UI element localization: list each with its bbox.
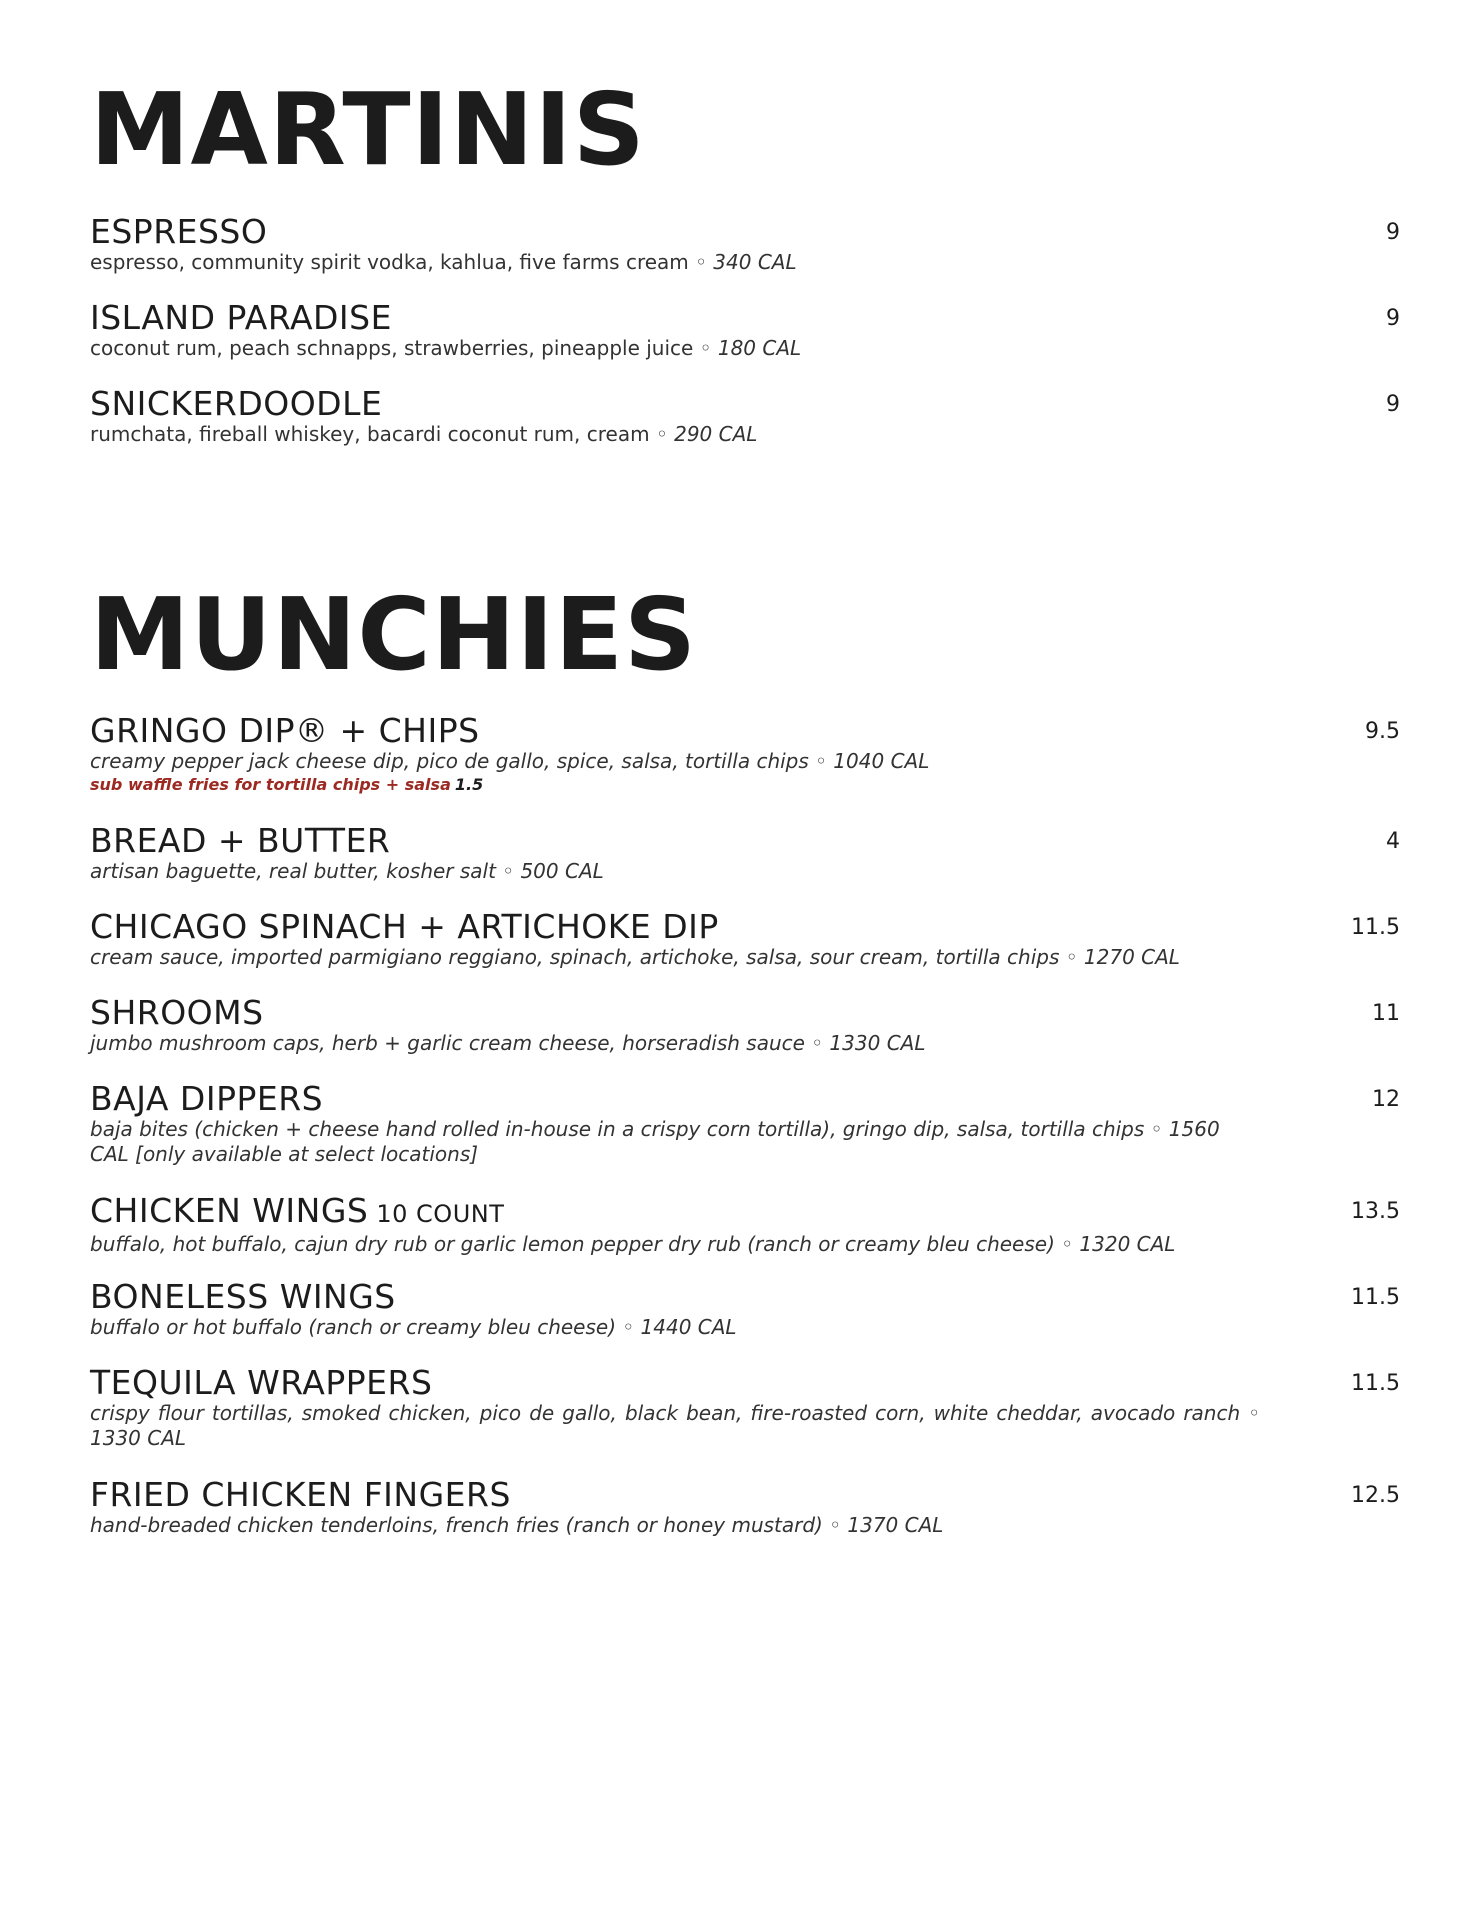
item-name: TEQUILA WRAPPERS — [90, 1363, 433, 1402]
item-name: FRIED CHICKEN FINGERS — [90, 1475, 511, 1514]
item-price: 9 — [1386, 220, 1400, 245]
item-description: creamy pepper jack cheese dip, pico de gallo, spice, salsa, tortilla chips ◦ 1040 CAL — [90, 749, 930, 773]
item-substitution-note — [90, 774, 1400, 796]
item-name: GRINGO DIP® + CHIPS — [90, 711, 480, 750]
item-name: BONELESS WINGS — [90, 1277, 396, 1316]
item-calories: 340 CAL — [713, 250, 797, 274]
item-name: BAJA DIPPERS — [90, 1079, 324, 1118]
item-description: hand-breaded chicken tenderloins, french fries (ranch or honey mustard) ◦ 1370 CAL — [90, 1513, 944, 1537]
item-price: 9 — [1386, 392, 1400, 417]
item-description: baja bites (chicken + cheese hand rolled in-house in a crispy corn tortilla), gringo dip, salsa, tortilla chips ◦ 1560 CAL [only available at select locations] — [90, 1117, 1220, 1166]
section-title-munchies: MUNCHIES — [90, 576, 698, 693]
item-description: rumchata, fireball whiskey, bacardi coconut rum, cream ◦ 290 CAL — [90, 422, 758, 446]
item-calories: 180 CAL — [717, 336, 802, 360]
menu-item-gringo-dip — [90, 713, 1400, 796]
item-calories: 290 CAL — [674, 422, 758, 446]
item-price: 9 — [1386, 306, 1400, 331]
menu-item-island-paradise — [90, 300, 1400, 361]
section-title-martinis: MARTINIS — [90, 71, 646, 188]
item-price: 11 — [1372, 1001, 1400, 1026]
menu-item-chicken-wings — [90, 1193, 1400, 1257]
item-name: SNICKERDOODLE — [90, 384, 383, 423]
item-name: CHICAGO SPINACH + ARTICHOKE DIP — [90, 907, 719, 946]
menu-item-fried-chicken-fingers — [90, 1477, 1400, 1538]
menu-item-shrooms — [90, 995, 1400, 1056]
item-price: 11.5 — [1351, 1285, 1400, 1310]
item-name: CHICKEN WINGS 10 COUNT — [90, 1191, 505, 1230]
munchies-section — [90, 576, 1400, 1537]
menu-item-bread-butter — [90, 823, 1400, 884]
item-description: coconut rum, peach schnapps, strawberries, pineapple juice ◦ 180 CAL — [90, 336, 802, 360]
item-price: 11.5 — [1351, 915, 1400, 940]
item-price: 12 — [1372, 1087, 1400, 1112]
note-text: sub waffle fries for tortilla chips + salsa — [90, 775, 451, 794]
menu-item-espresso — [90, 214, 1400, 275]
note-price: 1.5 — [454, 775, 484, 794]
item-description: buffalo, hot buffalo, cajun dry rub or garlic lemon pepper dry rub (ranch or creamy bleu cheese) ◦ 1320 CAL — [90, 1232, 1176, 1256]
item-description: espresso, community spirit vodka, kahlua, five farms cream ◦ 340 CAL — [90, 250, 797, 274]
martinis-section — [90, 71, 1400, 446]
item-name: ESPRESSO — [90, 212, 268, 251]
item-price: 9.5 — [1365, 719, 1400, 744]
item-price: 12.5 — [1351, 1483, 1400, 1508]
menu-item-snickerdoodle — [90, 386, 1400, 447]
item-name: SHROOMS — [90, 993, 264, 1032]
menu-item-tequila-wrappers — [90, 1365, 1400, 1451]
item-description: cream sauce, imported parmigiano reggiano, spinach, artichoke, salsa, sour cream, tortilla chips ◦ 1270 CAL — [90, 945, 1180, 969]
item-name: ISLAND PARADISE — [90, 298, 392, 337]
item-description: jumbo mushroom caps, herb + garlic cream cheese, horseradish sauce ◦ 1330 CAL — [90, 1031, 926, 1055]
item-description: buffalo or hot buffalo (ranch or creamy bleu cheese) ◦ 1440 CAL — [90, 1315, 737, 1339]
item-description: artisan baguette, real butter, kosher salt ◦ 500 CAL — [90, 859, 604, 883]
item-price: 11.5 — [1351, 1371, 1400, 1396]
item-price: 13.5 — [1351, 1199, 1400, 1224]
item-name: BREAD + BUTTER — [90, 821, 391, 860]
item-name-suffix: 10 COUNT — [376, 1200, 505, 1228]
menu-item-boneless-wings — [90, 1279, 1400, 1340]
item-price: 4 — [1386, 829, 1400, 854]
menu-item-spinach-artichoke-dip — [90, 909, 1400, 970]
item-description: crispy flour tortillas, smoked chicken, pico de gallo, black bean, fire-roasted corn, white cheddar, avocado ranch ◦ 1330 CAL — [90, 1401, 1260, 1450]
menu-item-baja-dippers — [90, 1081, 1400, 1167]
